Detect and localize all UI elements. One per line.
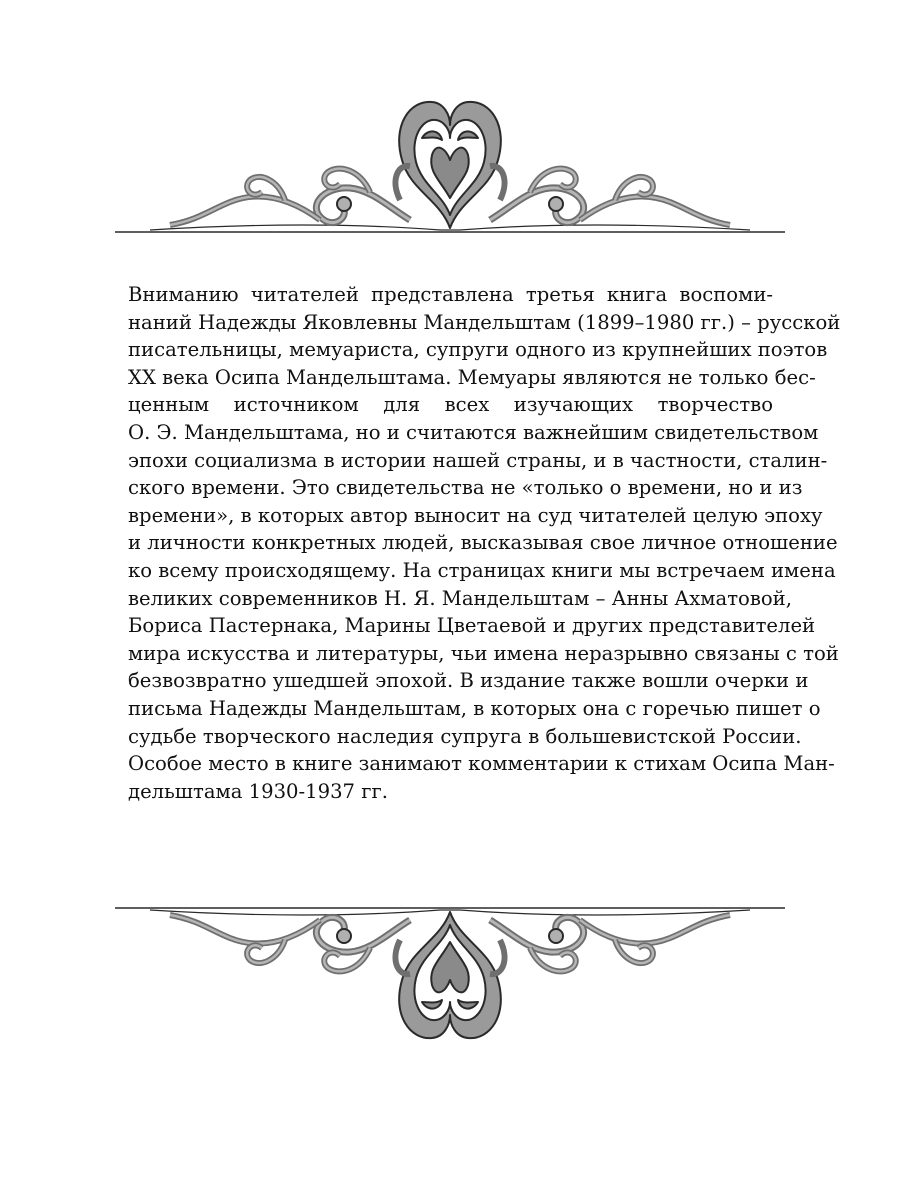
ornamental-flourish-top-icon [110,80,790,240]
text-line: времени», в которых автор выносит на суд читателей целую эпоху [128,503,823,527]
text-line: О. Э. Мандельштама, но и считаются важнейшим свидетельством [128,420,819,444]
text-line: мира искусства и литературы, чьи имена неразрывно связаны с той [128,641,839,665]
text-line: и личности конкретных людей, высказывая свое личное отношение [128,531,838,555]
text-line: XX века Осипа Мандельштама. Мемуары являются не только бес- [128,365,816,389]
text-line: дельштама 1930-1937 гг. [128,779,388,803]
text-line: ского времени. Это свидетельства не «только о времени, но и из [128,476,803,500]
text-line: Особое место в книге занимают комментарии к стихам Осипа Ман- [128,752,835,776]
ornamental-flourish-bottom-icon [110,900,790,1060]
text-line: ко всему происходящему. На страницах книги мы встречаем имена [128,558,836,582]
text-line: судьбе творческого наследия супруга в большевистской России. [128,724,802,748]
text-line: эпохи социализма в истории нашей страны, и в частности, сталин- [128,448,828,472]
text-line: ценным источником для всех изучающих творчество [128,393,773,417]
text-line: безвозвратно ушедшей эпохой. В издание также вошли очерки и [128,669,809,693]
main-paragraph [128,281,841,805]
text-line: писательницы, мемуариста, супруги одного из крупнейших поэтов [128,338,828,362]
text-line: наний Надежды Яковлевны Мандельштам (1899–1980 гг.) – русской [128,310,841,334]
text-line: письма Надежды Мандельштам, в которых она с горечью пишет о [128,696,821,720]
text-line: великих современников Н. Я. Мандельштам – Анны Ахматовой, [128,586,792,610]
text-line: Вниманию читателей представлена третья книга воспоми- [128,283,773,306]
text-line: Бориса Пастернака, Марины Цветаевой и других представителей [128,614,816,638]
